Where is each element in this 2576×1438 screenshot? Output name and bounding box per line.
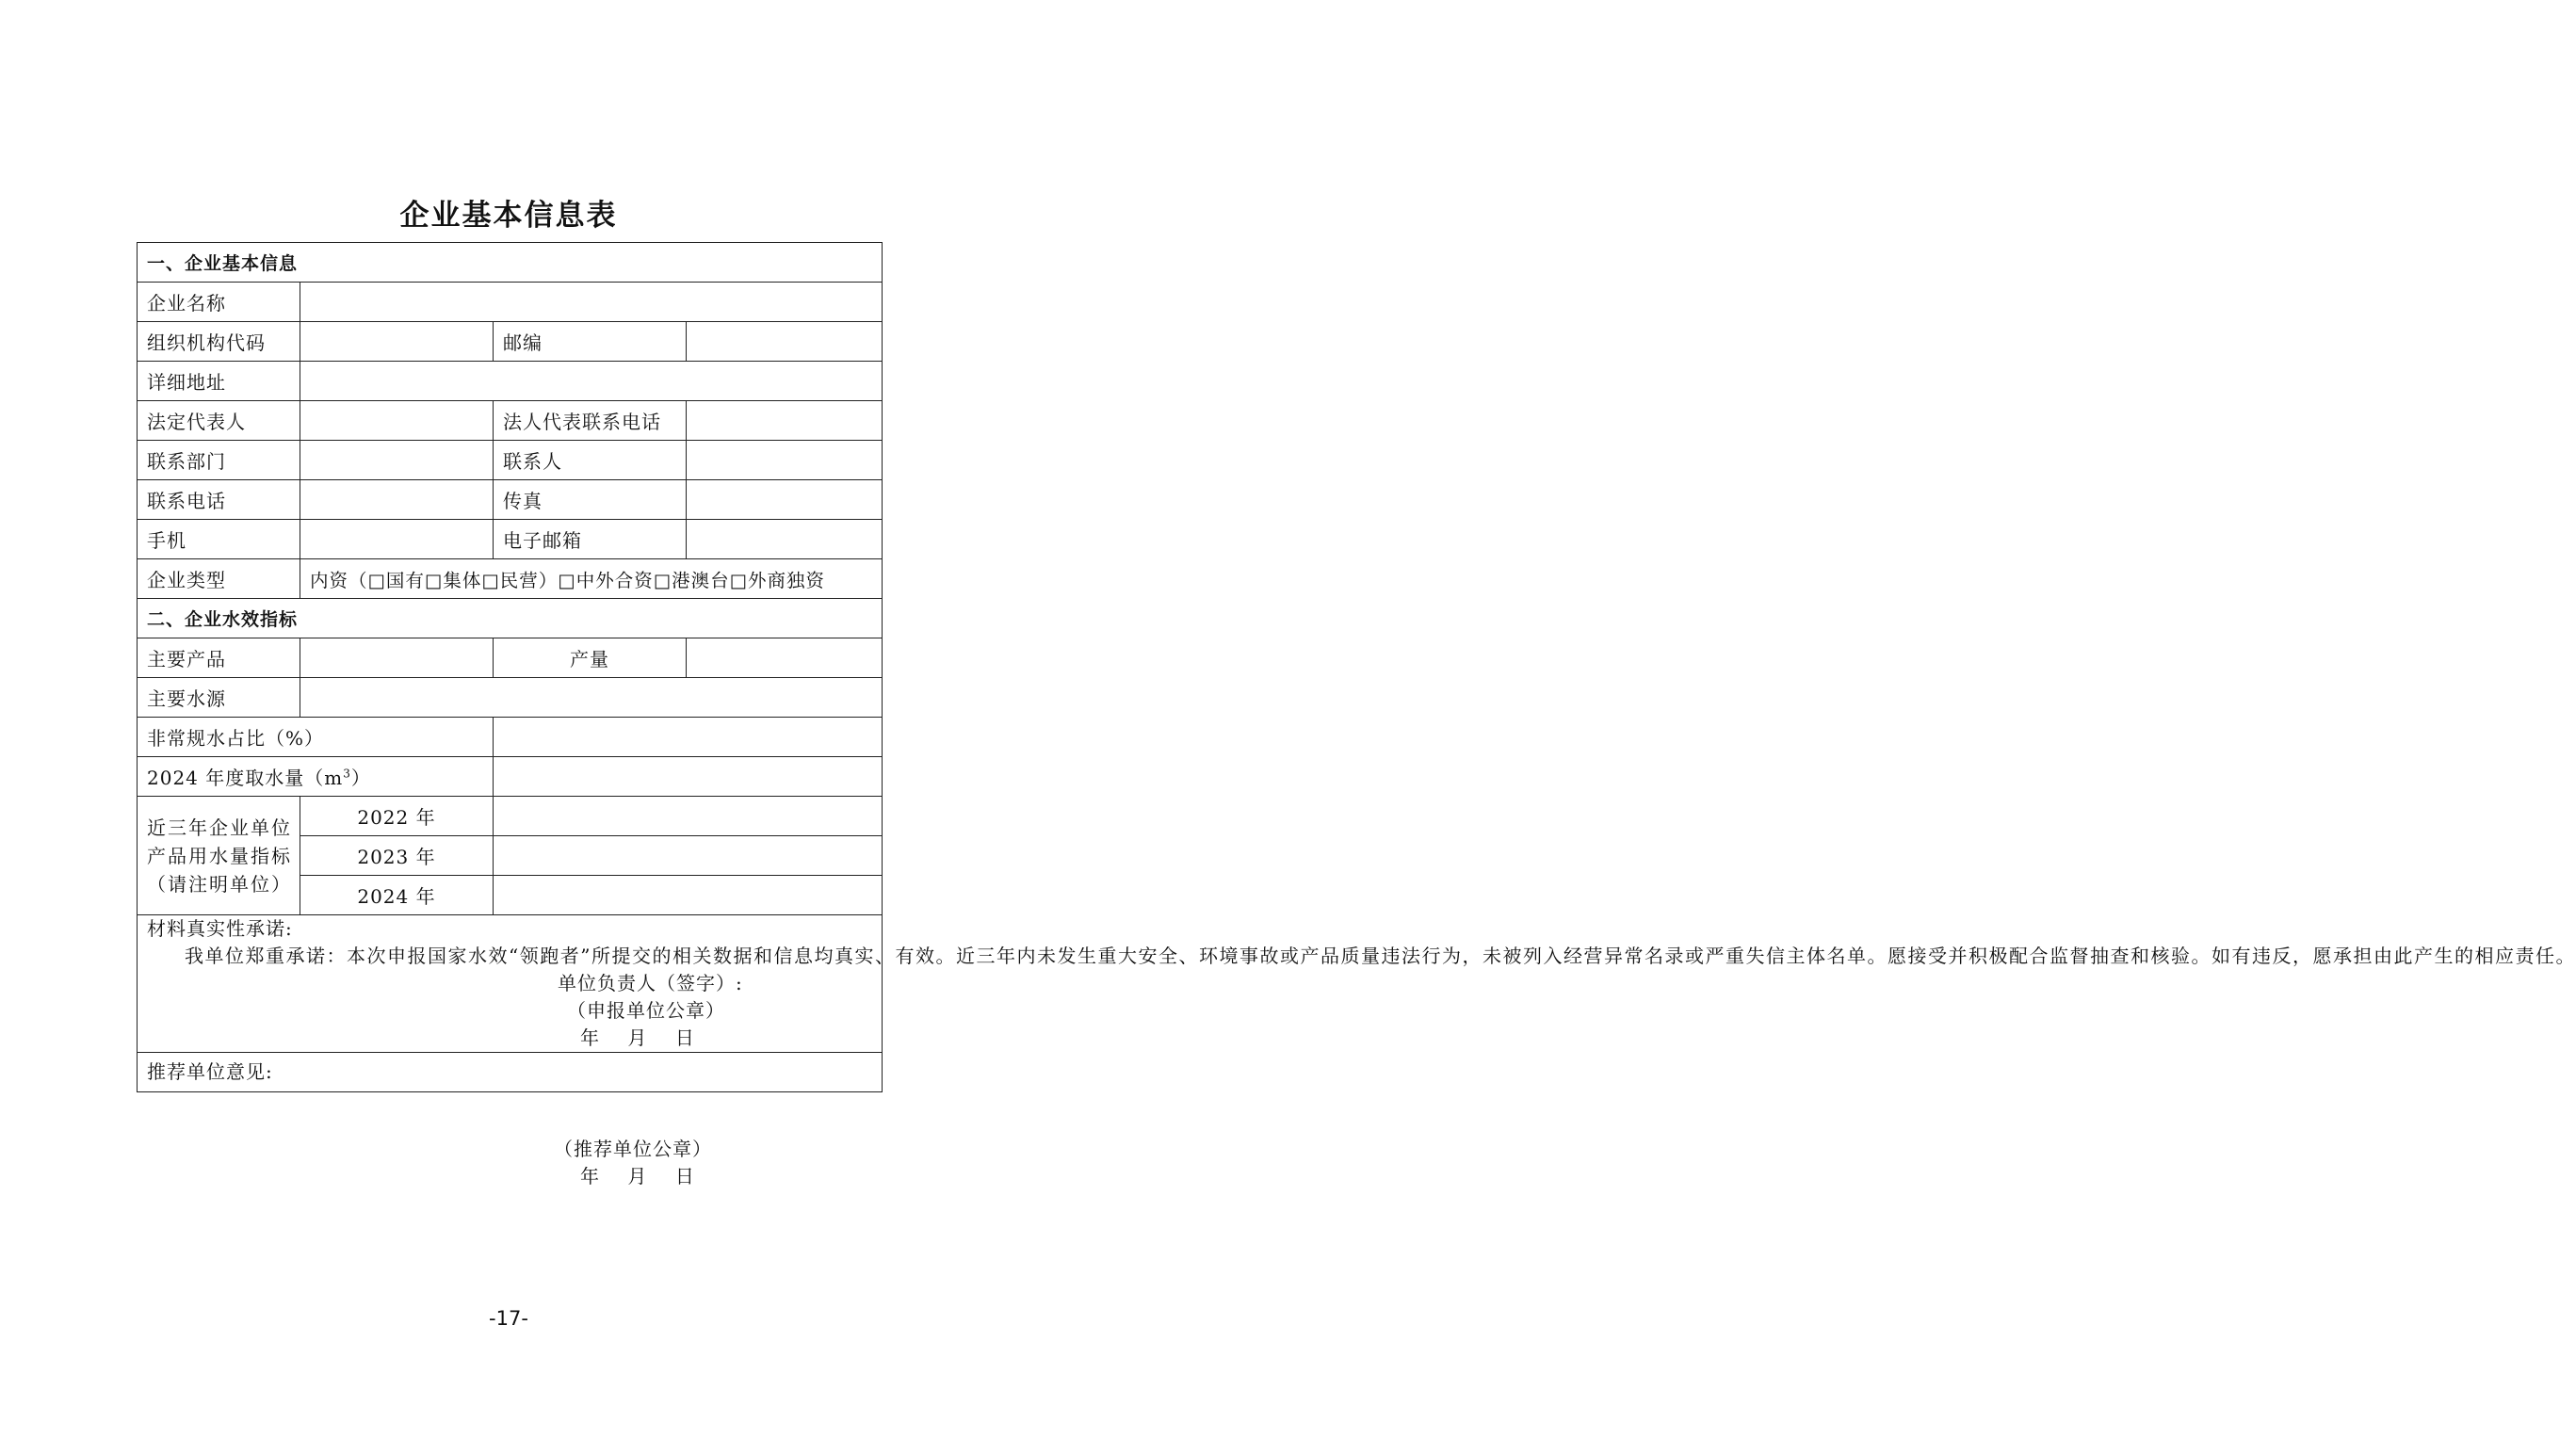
annual-water-intake-text: 2024 年度取水量（m	[147, 767, 344, 789]
water-source-field[interactable]	[300, 678, 883, 718]
recommendation-seal: （推荐单位公章）	[554, 1138, 712, 1160]
company-info-table	[137, 242, 2576, 1188]
address-field[interactable]	[300, 362, 883, 401]
year-2022-label: 2022 年	[300, 797, 494, 836]
commitment-body: 我单位郑重承诺：本次申报国家水效“领跑者”所提交的相关数据和信息均真实、有效。近三年内未发生重大安全、环境事故或产品质量违法行为，未被列入经营异常名录或严重失信主体名单。愿接受并积极配合监督抽查和核验。如有违反，愿承担由此产生的相应责任。	[185, 945, 2576, 967]
commitment-title: 材料真实性承诺:	[147, 917, 293, 940]
main-products-label: 主要产品	[138, 638, 300, 678]
output-field[interactable]	[687, 638, 883, 678]
page-number: -17-	[489, 1307, 528, 1330]
water-use-indicator-label	[138, 797, 300, 915]
year-2024-label: 2024 年	[300, 876, 494, 915]
year-2024-field[interactable]	[494, 876, 883, 915]
company-type-label: 企业类型	[138, 559, 300, 599]
fax-label: 传真	[494, 480, 687, 520]
mobile-field[interactable]	[300, 520, 494, 559]
water-use-label-line2: 产品用水量指标	[147, 844, 292, 867]
contact-phone-label: 联系电话	[138, 480, 300, 520]
main-products-field[interactable]	[300, 638, 494, 678]
company-type-options[interactable]: 内资（□国有□集体□民营）□中外合资□港澳台□外商独资	[300, 559, 883, 599]
year-2023-field[interactable]	[494, 836, 883, 876]
company-name-field[interactable]	[300, 283, 883, 322]
commitment-seal: （申报单位公章）	[567, 999, 725, 1022]
unconventional-water-ratio-field[interactable]	[494, 718, 883, 757]
section-water-efficiency-header: 二、企业水效指标	[138, 599, 883, 638]
year-2023-label: 2023 年	[300, 836, 494, 876]
output-label: 产量	[494, 638, 687, 678]
section-basic-info-header: 一、企业基本信息	[138, 243, 883, 283]
annual-water-intake-label	[138, 757, 494, 797]
mobile-label: 手机	[138, 520, 300, 559]
org-code-field[interactable]	[300, 322, 494, 362]
commitment-section	[138, 915, 2576, 1053]
contact-dept-label: 联系部门	[138, 441, 300, 480]
annual-water-intake-field[interactable]	[494, 757, 883, 797]
fax-field[interactable]	[687, 480, 883, 520]
email-field[interactable]	[687, 520, 883, 559]
legal-rep-phone-label: 法人代表联系电话	[494, 401, 687, 441]
org-code-label: 组织机构代码	[138, 322, 300, 362]
form-title: 企业基本信息表	[399, 199, 618, 233]
legal-rep-field[interactable]	[300, 401, 494, 441]
commitment-signer: 单位负责人（签字）:	[558, 972, 743, 994]
commitment-date: 年 月 日	[580, 1026, 695, 1049]
recommendation-title: 推荐单位意见:	[147, 1060, 273, 1083]
company-name-label: 企业名称	[138, 283, 300, 322]
legal-rep-phone-field[interactable]	[687, 401, 883, 441]
address-label: 详细地址	[138, 362, 300, 401]
year-2022-field[interactable]	[494, 797, 883, 836]
water-use-label-line3: （请注明单位）	[147, 872, 292, 896]
email-label: 电子邮箱	[494, 520, 687, 559]
contact-dept-field[interactable]	[300, 441, 494, 480]
cubic-superscript: 3	[343, 767, 351, 781]
legal-rep-label: 法定代表人	[138, 401, 300, 441]
water-use-label-line1: 近三年企业单位	[147, 816, 292, 839]
contact-person-label: 联系人	[494, 441, 687, 480]
postcode-field[interactable]	[687, 322, 883, 362]
contact-phone-field[interactable]	[300, 480, 494, 520]
unconventional-water-ratio-label: 非常规水占比（%）	[138, 718, 494, 757]
contact-person-field[interactable]	[687, 441, 883, 480]
recommendation-date: 年 月 日	[580, 1165, 695, 1188]
water-source-label: 主要水源	[138, 678, 300, 718]
recommendation-section	[138, 1053, 883, 1188]
annual-water-intake-close: ）	[350, 767, 371, 789]
postcode-label: 邮编	[494, 322, 687, 362]
